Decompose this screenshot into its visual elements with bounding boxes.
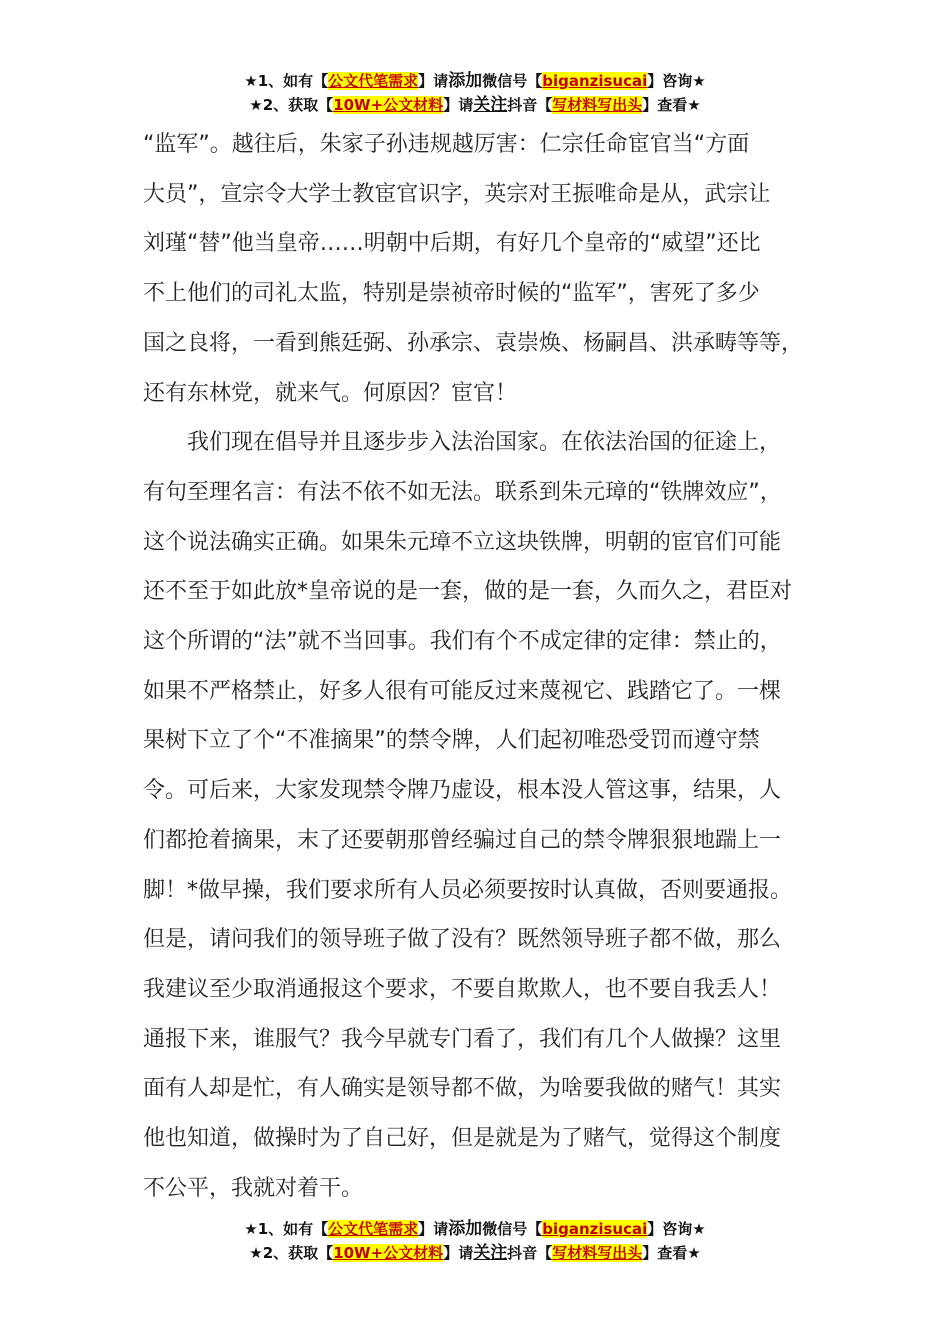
paragraph-1-line: 国之良将，一看到熊廷弼、孙承宗、袁崇焕、杨嗣昌、洪承畴等等， [143, 330, 804, 356]
footer-line-2-mid2: 抖音【 [507, 1244, 553, 1262]
footer-line-1 [0, 1217, 950, 1241]
paragraph-2-line: 脚！*做早操，我们要求所有人员必须要按时认真做，否则要通报。 [143, 877, 793, 903]
paragraph-1-line: 不上他们的司礼太监，特别是崇祯帝时候的“监军”，害死了多少 [143, 281, 760, 307]
footer-line-2-mid: 】请 [443, 1244, 474, 1262]
header-line-2-douyin-account: 写材料写出头 [552, 96, 643, 114]
document-body [143, 120, 813, 1213]
paragraph-1-line: 大员”，宣宗令大学士教宦官识字，英宗对王振唯命是从，武宗让 [143, 181, 771, 207]
footer-line-1-emphasis: 添加 [448, 1219, 483, 1239]
header-line-2 [0, 93, 950, 117]
footer-line-1-mid: 】请 [418, 1220, 449, 1238]
header-line-2-mid2: 抖音【 [507, 96, 553, 114]
footer-line-2-suffix: 】查看★ [642, 1244, 701, 1262]
paragraph-1 [143, 120, 813, 418]
footer-banner [0, 1217, 950, 1265]
paragraph-2 [143, 418, 813, 1213]
header-line-1-emphasis: 添加 [448, 71, 483, 91]
paragraph-1-line: 刘瑾“替”他当皇帝……明朝中后期，有好几个皇帝的“威望”还比 [143, 231, 761, 257]
footer-line-1-mid2: 微信号【 [482, 1220, 543, 1238]
header-line-2-prefix: ★2、获取【 [249, 96, 334, 114]
header-line-1-highlight-service: 公文代笔需求 [328, 72, 419, 90]
paragraph-2-line: 但是，请问我们的领导班子做了没有？既然领导班子都不做，那么 [143, 927, 782, 953]
paragraph-2-line: 果树下立了个“不准摘果”的禁令牌，人们起初唯恐受罚而遵守禁 [143, 728, 760, 754]
header-line-2-mid: 】请 [443, 96, 474, 114]
paragraph-2-line: 通报下来，谁服气？我今早就专门看了，我们有几个人做操？这里 [143, 1026, 782, 1052]
paragraph-2-line: 令。可后来，大家发现禁令牌乃虚设，根本没人管这事，结果，人 [143, 778, 782, 804]
header-line-2-suffix: 】查看★ [642, 96, 701, 114]
header-banner [0, 69, 950, 117]
header-line-1-wechat-id: biganzisucai [542, 72, 648, 90]
footer-line-2-emphasis: 关注 [473, 1243, 508, 1263]
header-line-1-mid2: 微信号【 [482, 72, 543, 90]
paragraph-2-line: 们都抢着摘果，末了还要朝那曾经骗过自己的禁令牌狠狠地踹上一 [143, 827, 782, 853]
header-line-1-mid: 】请 [418, 72, 449, 90]
header-line-1 [0, 69, 950, 93]
footer-line-2 [0, 1241, 950, 1265]
paragraph-2-line: 这个说法确实正确。如果朱元璋不立这块铁牌，明朝的宦官们可能 [143, 529, 782, 555]
paragraph-2-line: 还不至于如此放*皇帝说的是一套，做的是一套，久而久之，君臣对 [143, 579, 793, 605]
paragraph-2-line: 面有人却是忙，有人确实是领导都不做，为啥要我做的赌气！其实 [143, 1076, 782, 1102]
paragraph-2-line: 我建议至少取消通报这个要求，不要自欺欺人，也不要自我丢人！ [143, 976, 782, 1002]
footer-line-1-highlight-service: 公文代笔需求 [328, 1220, 419, 1238]
header-line-1-prefix: ★1、如有【 [244, 72, 329, 90]
paragraph-1-line: 还有东林党，就来气。何原因？宦官！ [143, 380, 518, 406]
footer-line-2-douyin-account: 写材料写出头 [552, 1244, 643, 1262]
paragraph-2-first-line: 我们现在倡导并且逐步步入法治国家。在依法治国的征途上， [187, 430, 782, 456]
paragraph-2-line: 不公平，我就对着干。 [143, 1175, 364, 1201]
paragraph-2-line: 他也知道，做操时为了自己好，但是就是为了赌气，觉得这个制度 [143, 1126, 782, 1152]
header-line-2-highlight-materials: 10W+公文材料 [333, 96, 444, 114]
footer-line-2-highlight-materials: 10W+公文材料 [333, 1244, 444, 1262]
paragraph-2-line: 有句至理名言：有法不依不如无法。联系到朱元璋的“铁牌效应”， [143, 479, 782, 505]
footer-line-1-prefix: ★1、如有【 [244, 1220, 329, 1238]
footer-line-1-wechat-id: biganzisucai [542, 1220, 648, 1238]
paragraph-1-line: “监军”。越往后，朱家子孙违规越厉害：仁宗任命宦官当“方面 [143, 132, 750, 157]
header-line-1-suffix: 】咨询★ [647, 72, 706, 90]
footer-line-1-suffix: 】咨询★ [647, 1220, 706, 1238]
paragraph-2-line: 这个所谓的“法”就不当回事。我们有个不成定律的定律：禁止的， [143, 629, 782, 655]
header-line-2-emphasis: 关注 [473, 95, 508, 115]
paragraph-2-line: 如果不严格禁止，好多人很有可能反过来蔑视它、践踏它了。一棵 [143, 678, 782, 704]
footer-line-2-prefix: ★2、获取【 [249, 1244, 334, 1262]
